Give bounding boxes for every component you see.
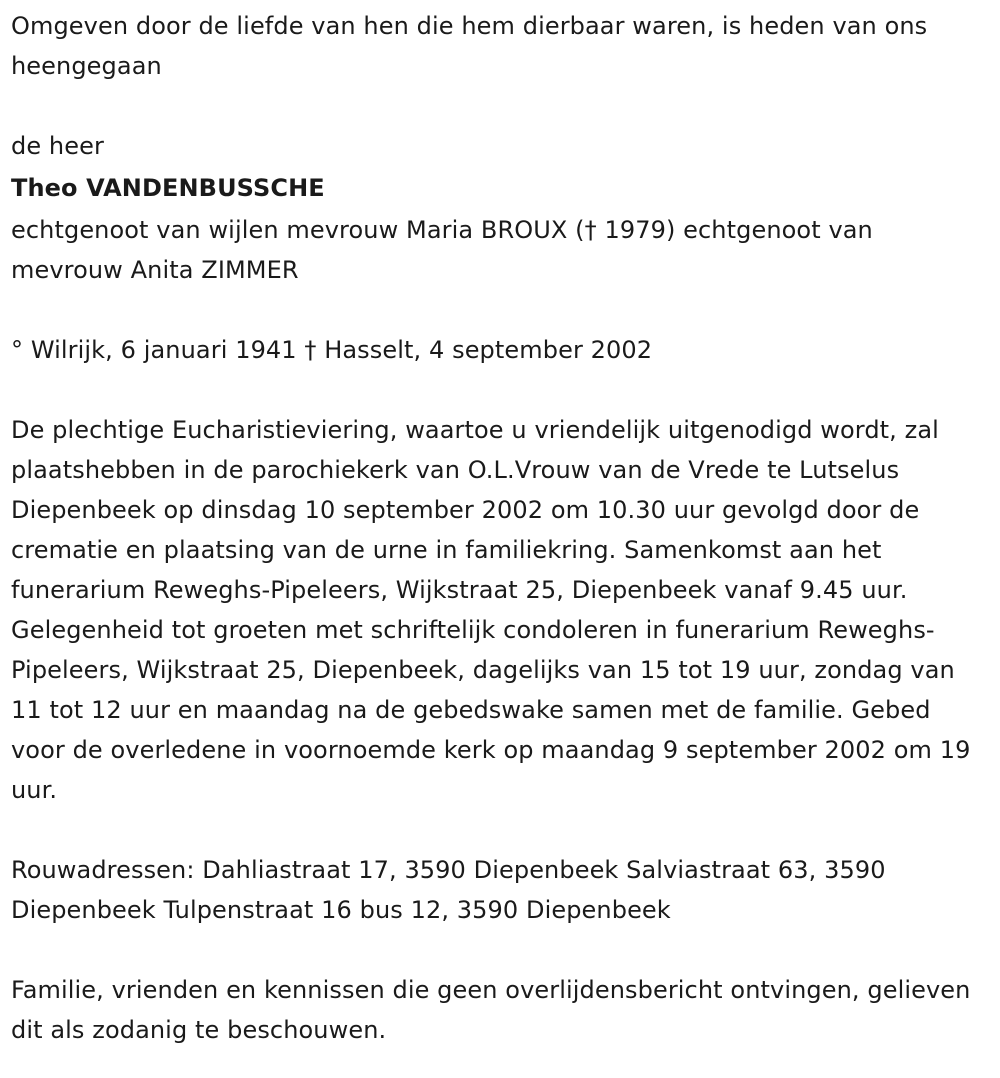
deceased-name: Theo VANDENBUSSCHE [11, 174, 325, 202]
service-details: De plechtige Eucharistieviering, waartoe u vriendelijk uitgenodigd wordt, zal plaatshebben in de parochiekerk van O.L.Vrouw van de Vrede te Lutselus Diepenbeek op dinsdag 10 september 2002 om 10.30 uur gevolgd door de crematie en plaatsing van de urne in familiekring. Samenkomst aan het funerarium Reweghs-Pipeleers, Wijkstraat 25, Diepenbeek vanaf 9.45 uur. Gelegenheid tot groeten met schriftelijk condoleren in funerarium Reweghs-Pipeleers, Wijkstraat 25, Diepenbeek, dagelijks van 15 tot 19 uur, zondag van 11 tot 12 uur en maandag na de gebedswake samen met de familie. Gebed voor de overledene in voornoemde kerk op maandag 9 september 2002 om 19 uur. [11, 416, 971, 804]
birth-death-dates: ° Wilrijk, 6 januari 1941 † Hasselt, 4 september 2002 [11, 336, 653, 364]
closing-text: Familie, vrienden en kennissen die geen overlijdensbericht ontvingen, gelieven dit als zodanig te beschouwen. [11, 976, 971, 1044]
mourning-addresses: Rouwadressen: Dahliastraat 17, 3590 Diepenbeek Salviastraat 63, 3590 Diepenbeek Tulpenstraat 16 bus 12, 3590 Diepenbeek [11, 856, 886, 924]
spouses-text: echtgenoot van wijlen mevrouw Maria BROUX († 1979) echtgenoot van mevrouw Anita ZIMMER [11, 216, 873, 284]
honorific: de heer [11, 132, 104, 160]
intro-text: Omgeven door de liefde van hen die hem dierbaar waren, is heden van ons heengegaan [11, 12, 928, 80]
